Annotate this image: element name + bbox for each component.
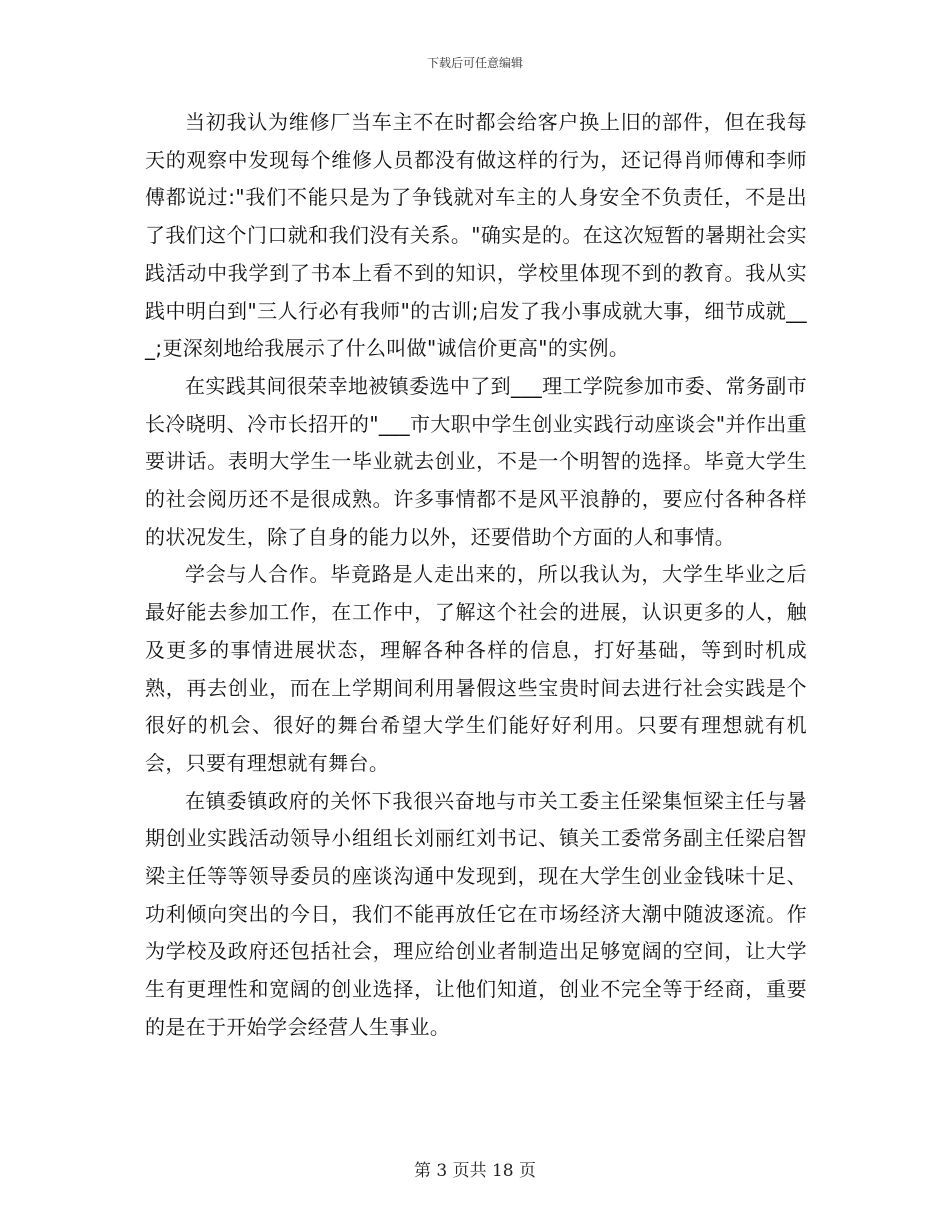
page-footer <box>0 1156 950 1181</box>
paragraph-1: 当初我认为维修厂当车主不在时都会给客户换上旧的部件，但在我每天的观察中发现每个维修人员都没有做这样的行为，还记得肖师傅和李师傅都说过:"我们不能只是为了争钱就对车主的人身安全不负责任，不是出了我们这个门口就和我们没有关系。"确实是的。在这次短暂的暑期社会实践活动中我学到了书本上看不到的知识，学校里体现不到的教育。我从实践中明白到"三人行必有我师"的古训;启发了我小事成就大事，细节成就___;更深刻地给我展示了什么叫做"诚信价更高"的实例。 <box>145 110 807 361</box>
paragraph-2: 在实践其间很荣幸地被镇委选中了到___理工学院参加市委、常务副市长冷晓明、冷市长招开的"___市大职中学生创业实践行动座谈会"并作出重要讲话。表明大学生一毕业就去创业，不是一个明智的选择。毕竟大学生的社会阅历还不是很成熟。许多事情都不是风平浪静的，要应付各种各样的状况发生，除了自身的能力以外，还要借助个方面的人和事情。 <box>145 373 807 549</box>
page-header <box>0 54 950 71</box>
header-note: 下载后可任意编辑 <box>426 56 523 70</box>
page-number: 第 3 页共 18 页 <box>413 1161 537 1181</box>
paragraph-4: 在镇委镇政府的关怀下我很兴奋地与市关工委主任梁集恒梁主任与暑期创业实践活动领导小组组长刘丽红刘书记、镇关工委常务副主任梁启智梁主任等等领导委员的座谈沟通中发现到，现在大学生创业金钱味十足、功利倾向突出的今日，我们不能再放任它在市场经济大潮中随波逐流。作为学校及政府还包括社会，理应给创业者制造出足够宽阔的空间，让大学生有更理性和宽阔的创业选择，让他们知道，创业不完全等于经商，重要的是在于开始学会经营人生事业。 <box>145 788 807 1039</box>
paragraph-3: 学会与人合作。毕竟路是人走出来的，所以我认为，大学生毕业之后最好能去参加工作，在工作中，了解这个社会的进展，认识更多的人，触及更多的事情进展状态，理解各种各样的信息，打好基础，等到时机成熟，再去创业，而在上学期间利用暑假这些宝贵时间去进行社会实践是个很好的机会、很好的舞台希望大学生们能好好利用。只要有理想就有机会，只要有理想就有舞台。 <box>145 562 807 775</box>
document-body <box>145 104 807 1047</box>
